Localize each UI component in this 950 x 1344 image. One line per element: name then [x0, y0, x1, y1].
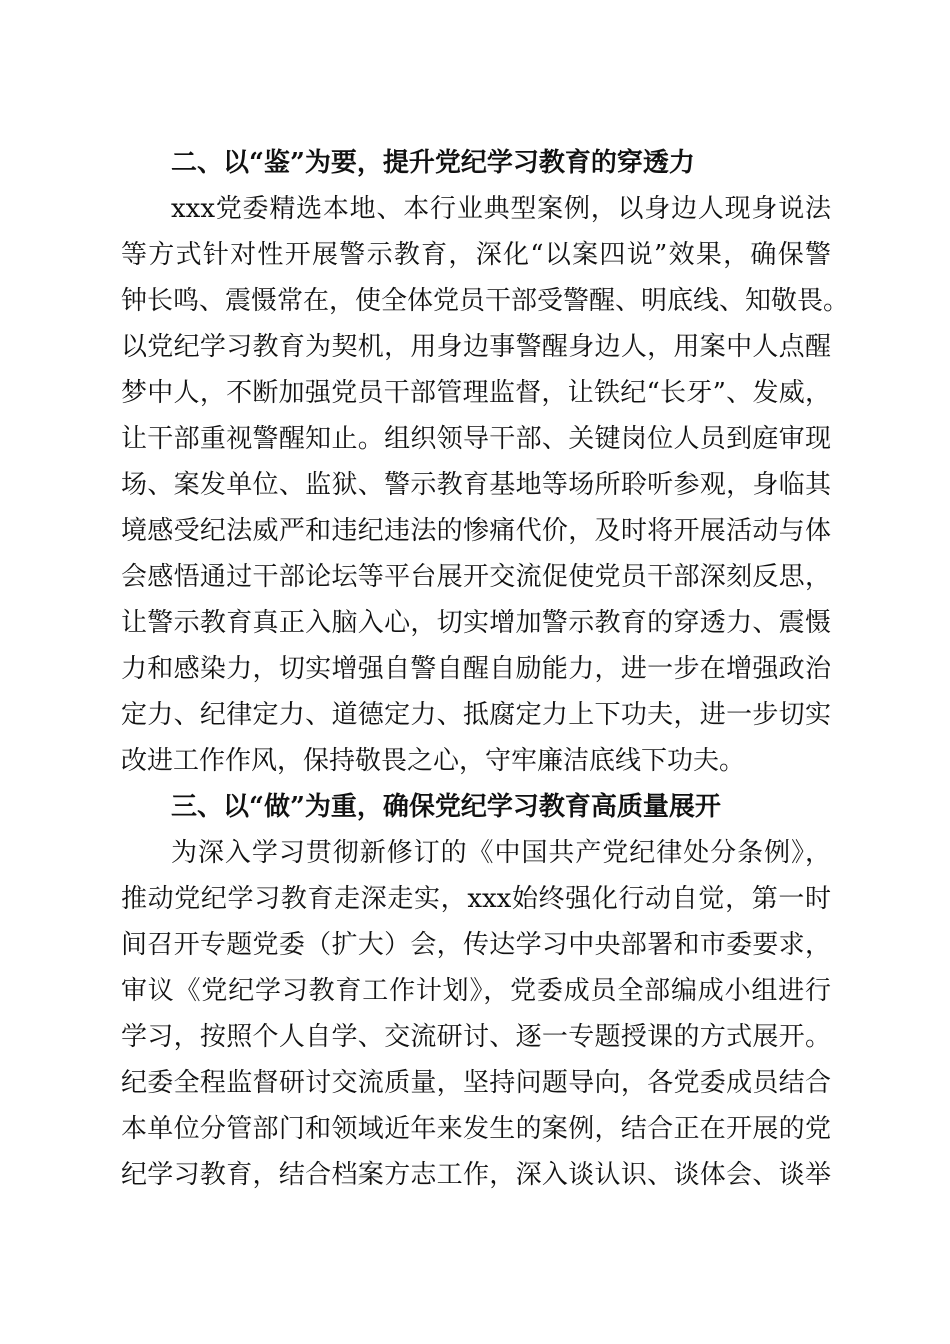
paragraph-line: xxx党委精选本地、本行业典型案例，以身边人现身说法 — [171, 194, 831, 224]
paragraph-line: 推动党纪学习教育走深走实，xxx始终强化行动自觉，第一时 — [121, 884, 831, 914]
paragraph-line: 境感受纪法威严和违纪违法的惨痛代价，及时将开展活动与体 — [121, 516, 831, 546]
paragraph-line: 纪学习教育，结合档案方志工作，深入谈认识、谈体会、谈举 — [121, 1160, 831, 1190]
paragraph-line: 审议《党纪学习教育工作计划》，党委成员全部编成小组进行 — [121, 976, 831, 1006]
paragraph-line: 钟长鸣、震慑常在，使全体党员干部受警醒、明底线、知敬畏。 — [121, 286, 850, 316]
paragraph-line: 本单位分管部门和领域近年来发生的案例，结合正在开展的党 — [121, 1114, 831, 1144]
paragraph-line: 定力、纪律定力、道德定力、抵腐定力上下功夫，进一步切实 — [121, 700, 831, 730]
paragraph-line: 改进工作作风，保持敬畏之心，守牢廉洁底线下功夫。 — [121, 746, 746, 776]
paragraph-line: 为深入学习贯彻新修订的《中国共产党纪律处分条例》， — [171, 838, 831, 868]
paragraph-line: 以党纪学习教育为契机，用身边事警醒身边人，用案中人点醒 — [121, 332, 831, 362]
paragraph-line: 纪委全程监督研讨交流质量，坚持问题导向，各党委成员结合 — [121, 1068, 831, 1098]
paragraph-line: 等方式针对性开展警示教育，深化“以案四说”效果，确保警 — [121, 240, 831, 270]
paragraph-line: 场、案发单位、监狱、警示教育基地等场所聆听参观，身临其 — [121, 470, 831, 500]
section-heading-3: 三、以“做”为重，确保党纪学习教育高质量展开 — [171, 792, 721, 822]
paragraph-line: 让干部重视警醒知止。组织领导干部、关键岗位人员到庭审现 — [121, 424, 831, 454]
section-heading-2: 二、以“鉴”为要，提升党纪学习教育的穿透力 — [171, 148, 695, 178]
paragraph-line: 让警示教育真正入脑入心，切实增加警示教育的穿透力、震慑 — [121, 608, 831, 638]
paragraph-line: 会感悟通过干部论坛等平台展开交流促使党员干部深刻反思， — [121, 562, 831, 592]
paragraph-line: 梦中人，不断加强党员干部管理监督，让铁纪“长牙”、发威， — [121, 378, 831, 408]
paragraph-line: 力和感染力，切实增强自警自醒自励能力，进一步在增强政治 — [121, 654, 831, 684]
paragraph-line: 学习，按照个人自学、交流研讨、逐一专题授课的方式展开。 — [121, 1022, 831, 1052]
paragraph-line: 间召开专题党委（扩大）会，传达学习中央部署和市委要求， — [121, 930, 831, 960]
